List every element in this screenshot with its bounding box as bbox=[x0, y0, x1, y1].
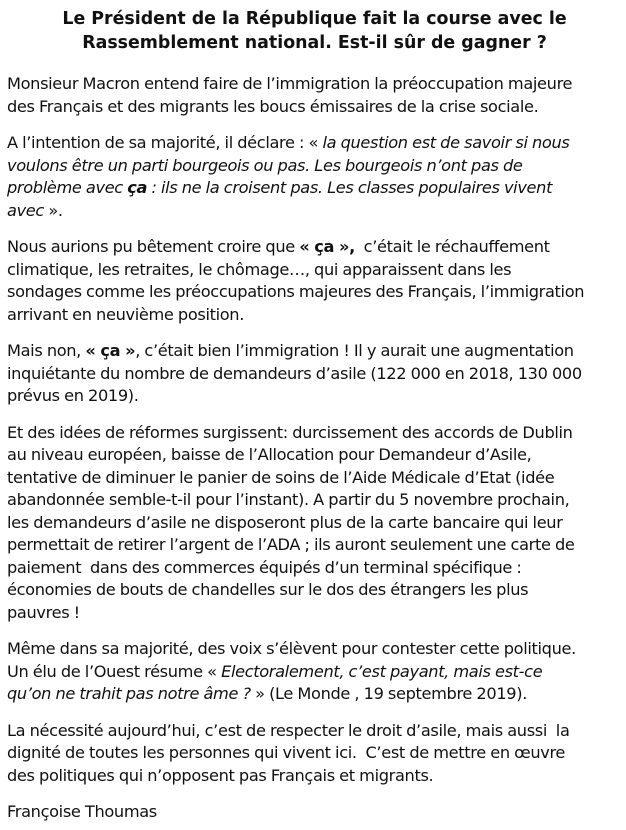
quote-text: Electoralement, c’est payant, mais est-ce bbox=[221, 661, 543, 681]
text-line: permettait de retirer l’argent de l’ADA ; ils auront seulement une carte de bbox=[7, 535, 575, 554]
text-run: Un élu de l’Ouest résume « bbox=[7, 661, 222, 681]
text-line: prévus en 2019). bbox=[7, 386, 139, 405]
text-run: Nous aurions pu bêtement croire que bbox=[7, 237, 300, 256]
text-line: dignité de toutes les personnes qui vivent ici. C’est de mettre en œuvre bbox=[7, 743, 566, 762]
text-line: arrivant en neuvième position. bbox=[7, 304, 245, 324]
text-line bbox=[7, 132, 626, 155]
paragraph-majorite bbox=[7, 638, 626, 706]
paragraph-preoccupations bbox=[7, 236, 626, 326]
emphasis-ca: ça bbox=[127, 178, 148, 197]
quote-text: avec bbox=[7, 200, 44, 220]
text-line: des politiques qui n’opposent pas Français et migrants. bbox=[7, 765, 434, 785]
paragraph-quote-macron bbox=[7, 132, 626, 222]
text-run: Mais non, bbox=[7, 341, 86, 360]
paragraph-reformes bbox=[7, 422, 626, 625]
text-line: économies de bouts de chandelles sur le dos des étrangers les plus bbox=[7, 580, 529, 599]
text-line bbox=[7, 340, 626, 363]
emphasis-ca: « ça », bbox=[299, 237, 355, 256]
quote-text: la question est de savoir si nous bbox=[322, 133, 570, 152]
text-line: Même dans sa majorité, des voix s’élèvent pour contester cette politique. bbox=[7, 639, 576, 658]
document bbox=[0, 7, 626, 824]
title-line: Rassemblement national. Est-il sûr de gagner ? bbox=[82, 33, 547, 53]
text-run: A l’intention de sa majorité, il déclare : « bbox=[7, 133, 323, 152]
paragraph-intro bbox=[7, 73, 626, 118]
text-line: Et des idées de réformes surgissent: durcissement des accords de Dublin bbox=[7, 422, 573, 442]
title-line: Le Président de la République fait la course avec le bbox=[62, 9, 567, 29]
text-line: au niveau européen, baisse de l’Allocation pour Demandeur d’Asile, bbox=[7, 445, 532, 464]
quote-text: problème avec bbox=[7, 178, 128, 197]
text-line: abandonnée semble-t-il pour l’instant). A partir du 5 novembre prochain, bbox=[7, 490, 570, 509]
text-line: La nécessité aujourd’hui, c’est de respecter le droit d’asile, mais aussi la bbox=[7, 720, 570, 740]
paragraph-conclusion bbox=[7, 720, 626, 788]
text-line: inquiétante du nombre de demandeurs d’asile (122 000 en 2018, 130 000 bbox=[7, 363, 582, 383]
text-run: ». bbox=[43, 200, 63, 220]
signature bbox=[7, 801, 626, 824]
article-title bbox=[7, 7, 626, 55]
text-line: paiement dans des commerces équipés d’un terminal spécifique : bbox=[7, 557, 522, 577]
text-line: tentative de diminuer le panier de soins de l’Aide Médicale d’Etat (idée bbox=[7, 467, 555, 487]
text-line: les demandeurs d’asile ne disposeront plus de la carte bancaire qui leur bbox=[7, 512, 563, 532]
text-run: , c’était bien l’immigration ! Il y aurait une augmentation bbox=[135, 341, 574, 360]
text-line bbox=[7, 661, 626, 684]
text-line: climatique, les retraites, le chômage…, qui apparaissent dans les bbox=[7, 259, 512, 279]
author-name: Françoise Thoumas bbox=[7, 802, 157, 821]
quote-text: qu’on ne trahit pas notre âme ? bbox=[7, 684, 251, 703]
quote-text: : ils ne la croisent pas. Les classes populaires vivent bbox=[147, 178, 553, 197]
text-line bbox=[7, 155, 626, 178]
quote-text: voulons être un parti bourgeois ou pas. Les bourgeois n’ont pas de bbox=[7, 155, 523, 175]
text-line bbox=[7, 177, 626, 200]
text-line bbox=[7, 236, 626, 259]
emphasis-ca: « ça » bbox=[85, 341, 136, 360]
text-line bbox=[7, 200, 626, 223]
paragraph-immigration bbox=[7, 340, 626, 408]
text-line: sondages comme les préoccupations majeures des Français, l’immigration bbox=[7, 282, 585, 301]
text-line: pauvres ! bbox=[7, 602, 80, 622]
text-line bbox=[7, 683, 626, 706]
text-line: des Français et des migrants les boucs émissaires de la crise sociale. bbox=[7, 96, 539, 116]
text-run: c’était le réchauffement bbox=[354, 237, 550, 256]
text-line: Monsieur Macron entend faire de l’immigration la préoccupation majeure bbox=[7, 74, 573, 93]
citation: » (Le Monde , 19 septembre 2019). bbox=[250, 684, 527, 703]
